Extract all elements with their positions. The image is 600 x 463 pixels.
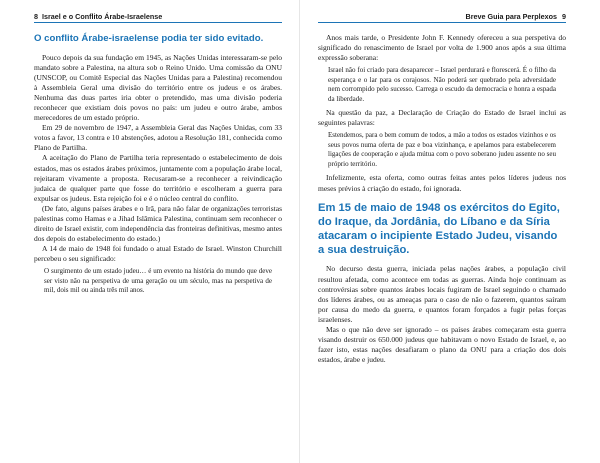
section-heading: O conflito Árabe-israelense podia ter sido evitado.	[34, 33, 264, 44]
paragraph: A aceitação do Plano de Partilha teria representado o estabelecimento de dois estados, mas os estados árabes próximos, juntamente com a população árabe local, rejeitaram vivamente a proposta. Recusaram-se a reconhecer a reivindicação judaica de qualquer parte que fosse do território e escolheram a guerra para expulsar os judeus. Esta rejeição foi e é o núcleo central do conflito.	[34, 153, 282, 203]
paragraph: Na questão da paz, a Declaração de Criação do Estado de Israel inclui as seguintes palavras:	[318, 108, 566, 128]
running-head-left	[34, 12, 282, 23]
churchill-quote: O surgimento de um estado judeu… é um evento na história do mundo que deve ser visto não na perspetiva de uma geração ou um século, mas na perspetiva de mil, dois mil ou ainda três mil anos.	[44, 267, 272, 295]
running-head-title: Breve Guia para Perplexos	[465, 12, 557, 21]
paragraph: Pouco depois da sua fundação em 1945, as Nações Unidas interessaram-se pelo mandato sobre a Palestina, na altura sob o Reino Unido. Uma comissão da ONU (UNSCOP, ou Comitê Especial das Nações Unidas para a Palestina) recomendou à Assembleia Geral uma divisão do território entre os judeus e os árabes. Nenhuma das duas partes iria obter o pretendido, mas uma divisão poderia reconhecer que existiam dois povos no país: um judeu e outro árabe, ambos merecedores de um estado próprio.	[34, 52, 282, 123]
page-number: 8	[34, 12, 38, 21]
running-head-title: Israel e o Conflito Árabe-Israelense	[42, 12, 163, 21]
running-head-right	[318, 12, 566, 23]
paragraph: Infelizmente, esta oferta, como outras feitas antes pelos líderes judeus nos meses prévios à criação do estado, foi ignorada.	[318, 173, 566, 193]
kennedy-quote: Israel não foi criado para desaparecer – Israel perdurará e florescerá. É o filho da esperança e o lar para os corajosos. Não poderá ser quebrado pela adversidade nem corrompido pelo sucesso. Carrega o escudo da democracia e honra a espada da liberdade.	[328, 66, 556, 103]
paragraph: (De fato, alguns países árabes e o Irã, para não falar de organizações terroristas palestinas como Hamas e a Jihad Islâmica Palestina, continuam sem reconhecer o direito de Israel existir, com independência das fronteiras definitivas, mesmo antes dos depois do estabelecimento do estado.)	[34, 203, 282, 244]
paragraph: No decurso desta guerra, iniciada pelas nações árabes, a população civil resultou afetada, como acontece em todas as guerras. Ainda hoje continuam as controvérsias sobre quantos árabes locais fugiram de Israel seguindo o chamado dos líderes árabes, ou as ameaças para o caso de não o fazerem, quantos saíram por causa do medo da guerra, e quantos foram forçados a fugir pelas forças israelenses.	[318, 264, 566, 324]
paragraph: Mas o que não deve ser ignorado – os países árabes começaram esta guerra visando destruir os 650.000 judeus que habitavam o novo Estado de Israel, e, ao fazer isto, estas nações desafiaram o plano da ONU para a criação dos dois estados, árabe e judeu.	[318, 325, 566, 365]
page-number: 9	[562, 12, 566, 21]
declaration-quote: Estendemos, para o bem comum de todos, a mão a todos os estados vizinhos e os seus povos numa oferta de paz e boa vizinhança, e apelamos para estabelecerem ligações de cooperação e ajuda mútua com o povo soberano judeu assente no seu próprio território.	[328, 131, 556, 168]
paragraph: A 14 de maio de 1948 foi fundado o atual Estado de Israel. Winston Churchill percebeu o seu significado:	[34, 244, 282, 264]
paragraph: Anos mais tarde, o Presidente John F. Kennedy ofereceu a sua perspetiva do significado do renascimento de Israel por volta de 1.900 anos após a sua última expressão soberana:	[318, 33, 566, 63]
section-heading: Em 15 de maio de 1948 os exércitos do Egito, do Iraque, da Jordânia, do Líbano e da Síria atacaram o incipiente Estado Judeu, visando a sua destruição.	[318, 201, 560, 257]
paragraph: Em 29 de novembro de 1947, a Assembleia Geral das Nações Unidas, com 33 votos a favor, 13 contra e 10 abstenções, adotou a Resolução 181, conhecida como Plano de Partilha.	[34, 123, 282, 153]
right-page	[300, 0, 600, 463]
